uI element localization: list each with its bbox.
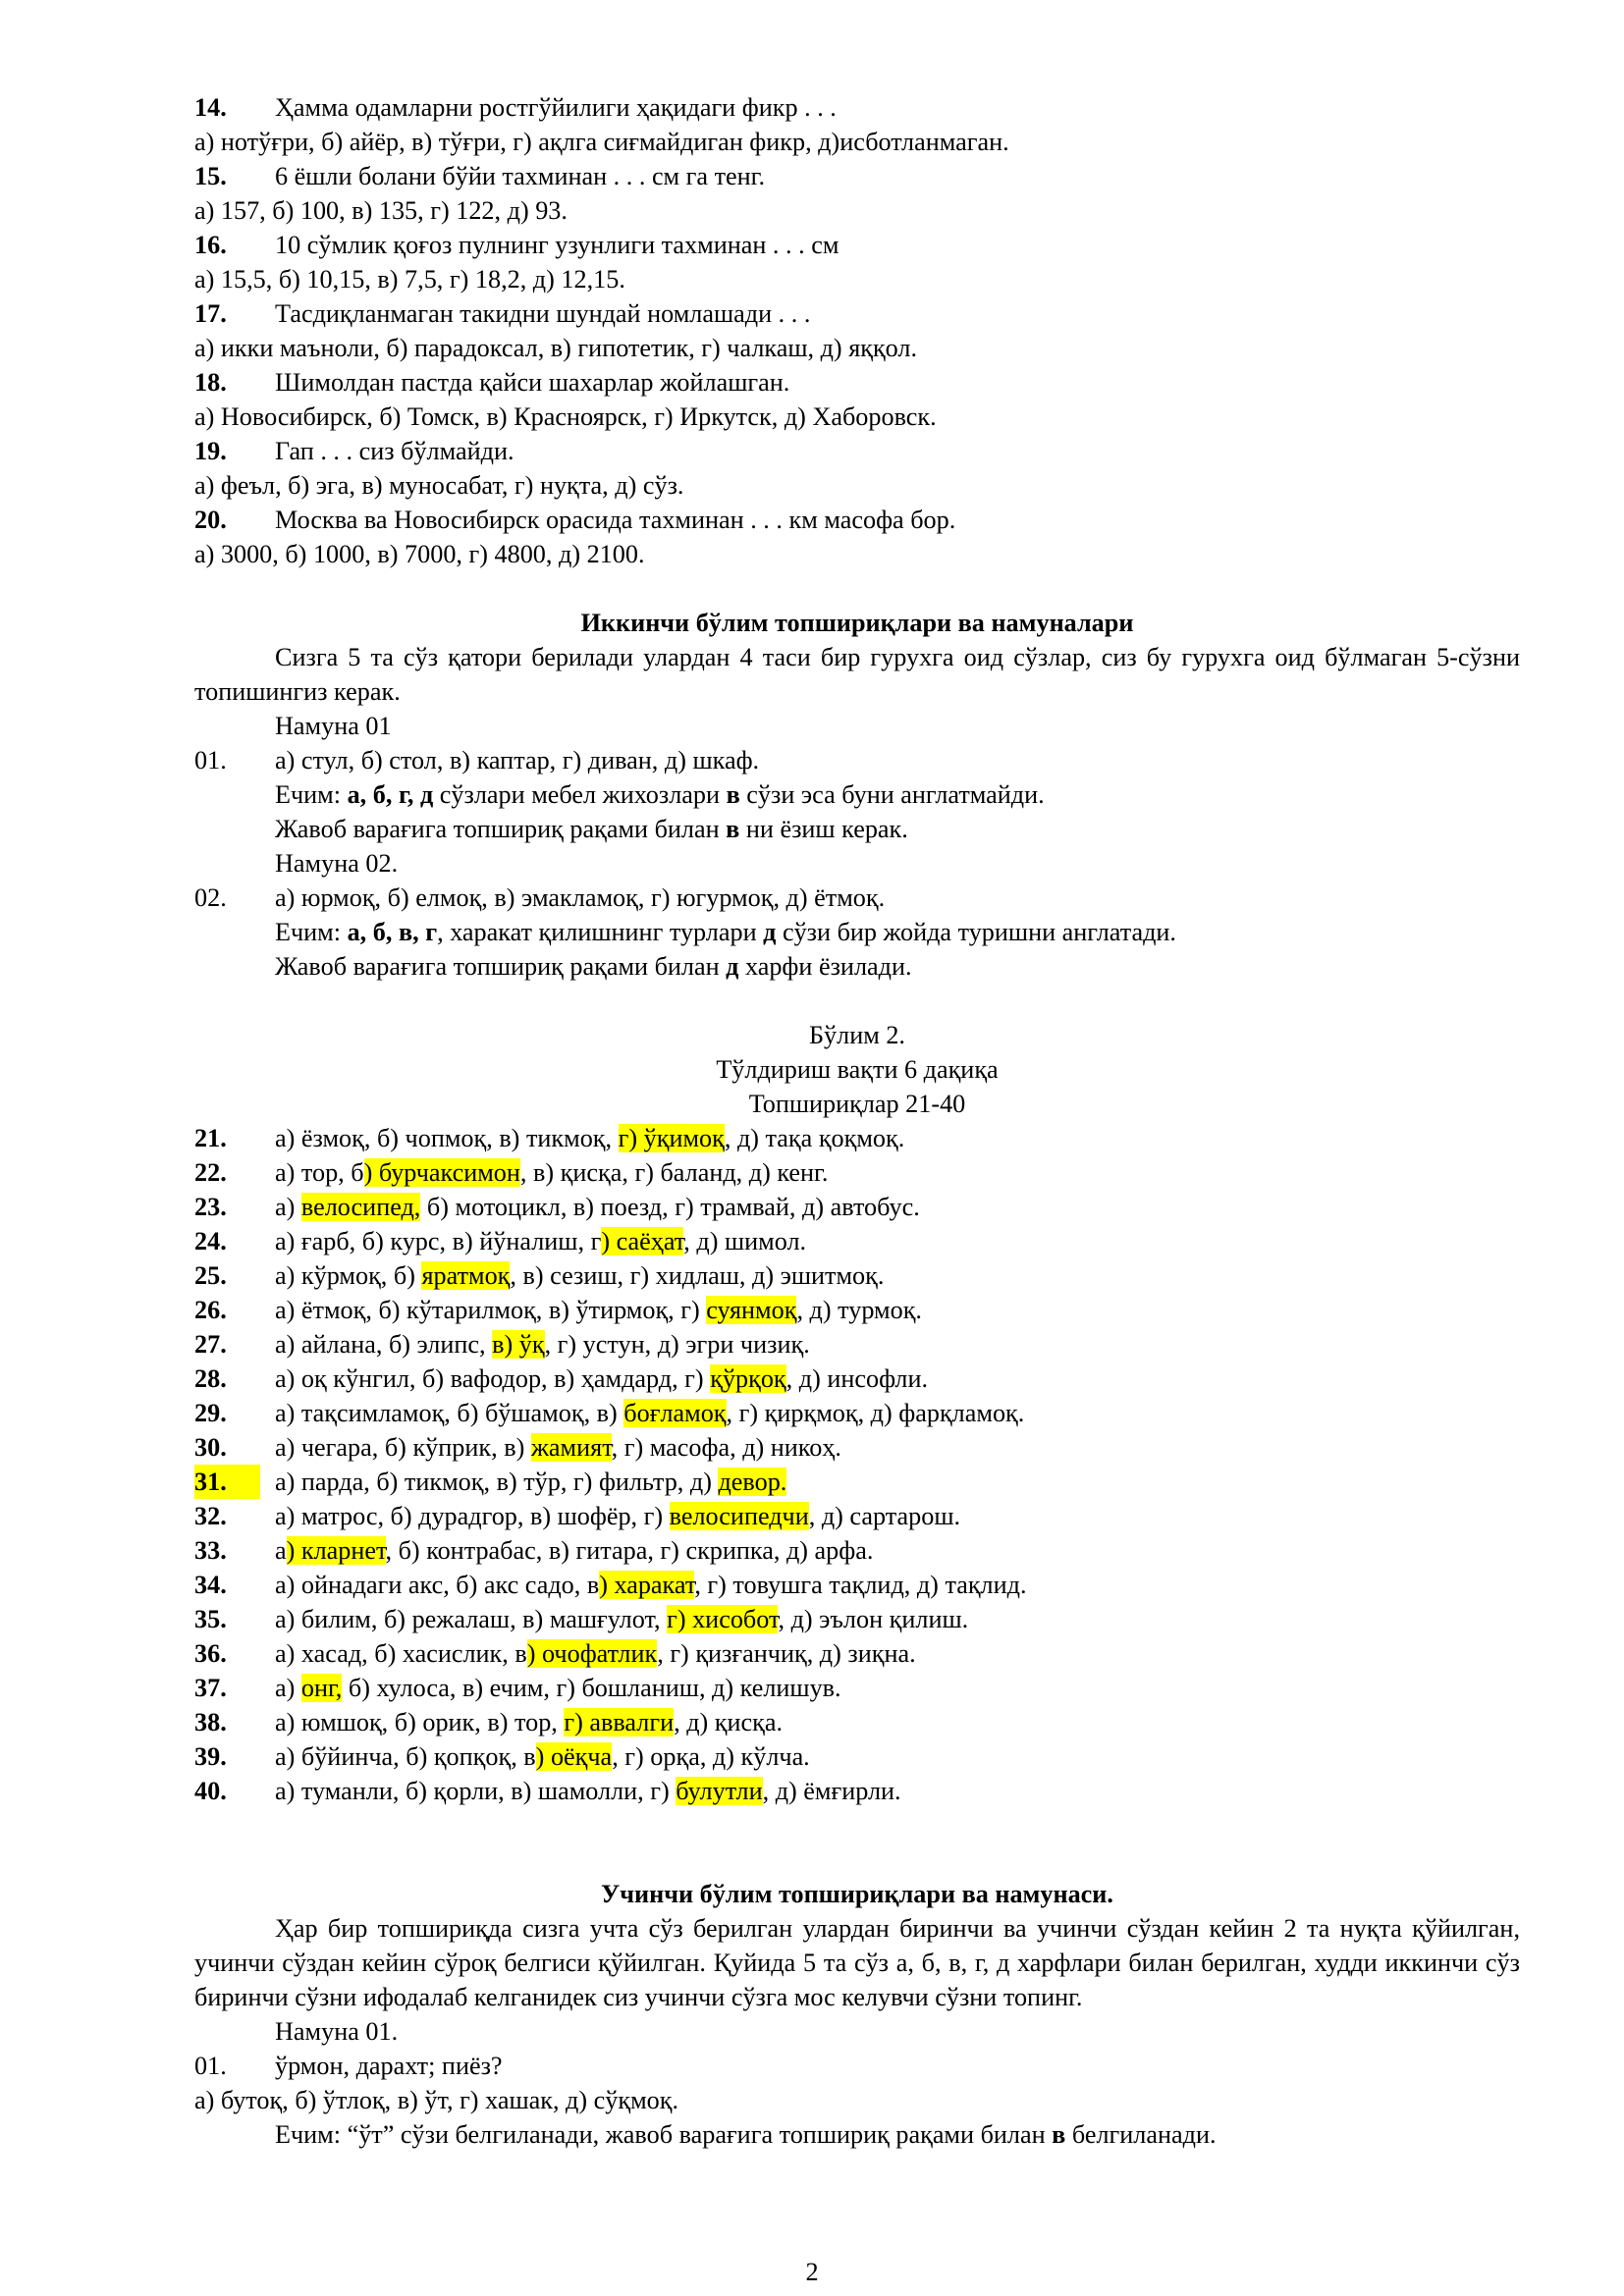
item-number: 33. xyxy=(194,1536,227,1565)
sample1-answer-note xyxy=(194,812,1520,846)
item-options-after: , г) масофа, д) никоҳ. xyxy=(611,1433,841,1462)
sample1-options: а) стул, б) стол, в) каптар, г) диван, д) шкаф. xyxy=(275,746,760,774)
item-row xyxy=(194,1602,1520,1636)
item-options-after: , д) шимол. xyxy=(683,1227,807,1255)
highlighted-answer: ) бурчаксимон xyxy=(363,1158,520,1187)
question-number: 16. xyxy=(194,231,227,259)
item-options-before: а) xyxy=(275,1193,301,1221)
answer-options: а) 157, б) 100, в) 135, г) 122, д) 93. xyxy=(194,196,568,225)
sample2-options: а) юрмоқ, б) елмоқ, в) эмакламоқ, г) югурмоқ, д) ётмоқ. xyxy=(275,883,886,912)
item-options-after: , в) қисқа, г) баланд, д) кенг. xyxy=(519,1158,829,1187)
item-row xyxy=(194,1705,1520,1739)
highlighted-answer: суянмоқ xyxy=(706,1296,797,1324)
spacer xyxy=(194,1808,1520,1877)
item-number-highlight xyxy=(231,1465,260,1499)
items-list xyxy=(194,1121,1520,1808)
sample2-label: Намуна 02. xyxy=(275,849,399,878)
question-row xyxy=(194,503,1520,537)
sample2-answer-prefix: Жавоб варағига топшириқ рақами билан xyxy=(275,952,727,981)
sample1-answer-suffix: ни ёзиш керак. xyxy=(739,815,908,843)
item-row xyxy=(194,1396,1520,1430)
highlighted-answer: девор. xyxy=(718,1468,787,1496)
item-row xyxy=(194,1258,1520,1293)
item-row xyxy=(194,1568,1520,1602)
item-number: 29. xyxy=(194,1399,227,1427)
question-text: Ҳамма одамларни ростгўйилиги ҳақидаги фикр . . . xyxy=(275,93,837,122)
item-options-before: а) матрос, б) дурадгор, в) шофёр, г) xyxy=(275,1502,670,1530)
question-number: 17. xyxy=(194,299,227,328)
item-row xyxy=(194,1190,1520,1224)
item-number: 39. xyxy=(194,1742,227,1771)
item-number: 36. xyxy=(194,1639,227,1668)
item-number: 24. xyxy=(194,1227,227,1255)
item-options-before: а) бўйинча, б) қопқоқ, в xyxy=(275,1742,536,1771)
item-row xyxy=(194,1155,1520,1190)
section3-sample-label: Намуна 01. xyxy=(275,2017,399,2046)
item-options-after: б) мотоцикл, в) поезд, г) трамвай, д) автобус. xyxy=(420,1193,920,1221)
highlighted-answer: ) кларнет xyxy=(286,1536,386,1565)
item-number: 34. xyxy=(194,1571,227,1599)
section3-intro: Ҳар бир топшириқда сизга учта сўз берилган улардан биринчи ва учинчи сўздан кейин 2 та нуқта қўйилган, учинчи сўздан кейин сўроқ белгиси қўйилган. Қуйида 5 та сўз а, б, в, г, д харфлари билан берилган, худди иккинчи сўз биринчи сўзни ифодалаб келганидек сиз учинчи сўзга мос келувчи сўзни топинг. xyxy=(194,1914,1520,2011)
sample2-solution-suffix: сўзи бир жойда туришни англатади. xyxy=(776,918,1176,946)
section3-sample-number: 01. xyxy=(194,2052,227,2080)
item-row xyxy=(194,1465,1520,1499)
section3-sample-solution xyxy=(194,2117,1520,2152)
question-number: 18. xyxy=(194,368,227,397)
question-row xyxy=(194,90,1520,125)
highlighted-answer: г) ўқимоқ xyxy=(618,1124,725,1152)
item-options-before: а) айлана, б) элипс, xyxy=(275,1330,493,1359)
question-text: Тасдиқланмаган такидни шундай номлашади . . . xyxy=(275,299,811,328)
sample1-answer-letter: в xyxy=(726,815,740,843)
sample1-answer-prefix: Жавоб варағига топшириқ рақами билан xyxy=(275,815,727,843)
document-page xyxy=(194,90,1520,2152)
item-options-before: а xyxy=(275,1536,287,1565)
question-row xyxy=(194,228,1520,262)
item-options-before: а) хасад, б) хасислик, в xyxy=(275,1639,527,1668)
question-row xyxy=(194,296,1520,331)
sample2-solution-letter: д xyxy=(763,918,777,946)
section3-sample-words: ўрмон, дарахт; пиёз? xyxy=(275,2052,503,2080)
highlighted-answer: жамият xyxy=(530,1433,612,1462)
question-text: Гап . . . сиз бўлмайди. xyxy=(275,437,514,465)
item-options-after: , д) сартарош. xyxy=(808,1502,961,1530)
sample2-answer-note xyxy=(194,949,1520,984)
highlighted-answer: в) ўқ xyxy=(492,1330,545,1359)
item-options-before: а) кўрмоқ, б) xyxy=(275,1261,422,1290)
question-row xyxy=(194,159,1520,193)
item-row xyxy=(194,1671,1520,1705)
item-options-before: а) ётмоқ, б) кўтарилмоқ, в) ўтирмоқ, г) xyxy=(275,1296,707,1324)
highlighted-answer: велосипедчи xyxy=(669,1502,809,1530)
item-options-before: а) парда, б) тикмоқ, в) тўр, г) фильтр, д) xyxy=(275,1468,719,1496)
sample2-solution xyxy=(194,915,1520,949)
question-number: 20. xyxy=(194,506,227,534)
item-number: 38. xyxy=(194,1708,227,1736)
item-options-before: а) туманли, б) қорли, в) шамолли, г) xyxy=(275,1777,677,1805)
answer-options: а) нотўғри, б) айёр, в) тўғри, г) ақлга сиғмайдиган фикр, д)исботланмаган. xyxy=(194,128,1009,156)
section3-solution-suffix: белгиланади. xyxy=(1065,2120,1217,2149)
highlighted-answer: г) аввалги xyxy=(564,1708,675,1736)
section2-intro: Сизга 5 та сўз қатори берилади улардан 4 таси бир гурухга оид сўзлар, сиз бу гурухга оид бўлмаган 5-сўзни топишингиз керак. xyxy=(194,643,1520,706)
answer-options: а) икки маъноли, б) парадоксал, в) гипотетик, г) чалкаш, д) яққол. xyxy=(194,334,918,362)
highlighted-answer: онг, xyxy=(300,1674,343,1702)
question-row xyxy=(194,434,1520,468)
item-row xyxy=(194,1739,1520,1774)
answer-options: а) 3000, б) 1000, в) 7000, г) 4800, д) 2100. xyxy=(194,540,645,568)
sample2-answer-letter: д xyxy=(726,952,739,981)
question-text: Шимолдан пастда қайси шахарлар жойлашган. xyxy=(275,368,790,397)
highlighted-answer: ) харакат xyxy=(599,1571,695,1599)
item-options-after: , д) эълон қилиш. xyxy=(778,1605,969,1633)
item-row xyxy=(194,1774,1520,1808)
item-options-after: , г) устун, д) эгри чизиқ. xyxy=(544,1330,810,1359)
highlighted-answer: ) оёқча xyxy=(535,1742,613,1771)
sample1-solution-letter: в xyxy=(726,780,740,809)
item-options-before: а) тор, б xyxy=(275,1158,364,1187)
question-text: 10 сўмлик қоғоз пулнинг узунлиги тахминан . . . см xyxy=(275,231,839,259)
item-options-after: , г) қирқмоқ, д) фарқламоқ. xyxy=(726,1399,1025,1427)
question-text: 6 ёшли болани бўйи тахминан . . . см га тенг. xyxy=(275,162,766,190)
highlighted-answer: велосипед, xyxy=(300,1193,421,1221)
spacer xyxy=(194,571,1520,606)
item-options-after: , д) инсофли. xyxy=(785,1364,929,1393)
highlighted-answer: г) хисобот xyxy=(667,1605,779,1633)
sample2-solution-letters: а, б, в, г xyxy=(347,918,438,946)
item-options-before: а) ёзмоқ, б) чопмоқ, в) тикмоқ, xyxy=(275,1124,619,1152)
item-row xyxy=(194,1121,1520,1155)
highlighted-answer: боғламоқ xyxy=(623,1399,727,1427)
item-row xyxy=(194,1430,1520,1465)
sample2-solution-mid: , харакат қилишнинг турлари xyxy=(437,918,764,946)
block2-range: Топшириқлар 21-40 xyxy=(748,1090,966,1118)
item-options-before: а) оқ кўнгил, б) вафодор, в) ҳамдард, г) xyxy=(275,1364,711,1393)
sample1-number: 01. xyxy=(194,746,227,774)
block2-time: Тўлдириш вақти 6 дақиқа xyxy=(716,1055,999,1084)
highlighted-answer: ) очофатлик xyxy=(526,1639,658,1668)
answer-options: а) феъл, б) эга, в) муносабат, г) нуқта, д) сўз. xyxy=(194,471,684,500)
question-number: 15. xyxy=(194,162,227,190)
sample1-label: Намуна 01 xyxy=(275,712,392,740)
item-row xyxy=(194,1533,1520,1568)
sample1-question xyxy=(194,743,1520,777)
highlighted-answer: ) саёҳат xyxy=(601,1227,684,1255)
item-options-after: , г) орқа, д) кўлча. xyxy=(612,1742,810,1771)
question-number: 14. xyxy=(194,93,227,122)
item-number: 35. xyxy=(194,1605,227,1633)
sample1-solution-mid: сўзлари мебел жихозлари xyxy=(433,780,727,809)
item-row xyxy=(194,1224,1520,1258)
item-number: 28. xyxy=(194,1364,227,1393)
item-number: 40. xyxy=(194,1777,227,1805)
item-row xyxy=(194,1636,1520,1671)
item-number: 23. xyxy=(194,1193,227,1221)
spacer xyxy=(194,984,1520,1018)
question-text: Москва ва Новосибирск орасида тахминан . . . км масофа бор. xyxy=(275,506,956,534)
part1-questions xyxy=(194,90,1520,571)
item-number: 30. xyxy=(194,1433,227,1462)
sample2-question xyxy=(194,881,1520,915)
item-number: 37. xyxy=(194,1674,227,1702)
item-options-before: а) чегара, б) кўприк, в) xyxy=(275,1433,531,1462)
item-options-after: , д) турмоқ. xyxy=(796,1296,922,1324)
section2-title: Иккинчи бўлим топшириқлари ва намуналари xyxy=(580,609,1134,637)
item-options-after: , д) қисқа. xyxy=(674,1708,784,1736)
item-row xyxy=(194,1293,1520,1327)
item-options-after: , г) қизғанчиқ, д) зиқна. xyxy=(657,1639,916,1668)
item-row xyxy=(194,1362,1520,1396)
item-options-after: , б) контрабас, в) гитара, г) скрипка, д) арфа. xyxy=(385,1536,874,1565)
item-options-after: , д) ёмғирли. xyxy=(762,1777,901,1805)
sample1-solution xyxy=(194,777,1520,812)
question-row xyxy=(194,365,1520,400)
item-options-before: а) билим, б) режалаш, в) машғулот, xyxy=(275,1605,668,1633)
highlighted-answer: яратмоқ xyxy=(421,1261,511,1290)
item-options-before: а) юмшоқ, б) орик, в) тор, xyxy=(275,1708,565,1736)
item-row xyxy=(194,1327,1520,1362)
item-number: 27. xyxy=(194,1330,227,1359)
highlighted-answer: булутли xyxy=(676,1777,763,1805)
sample1-solution-suffix: сўзи эса буни англатмайди. xyxy=(739,780,1045,809)
question-number: 19. xyxy=(194,437,227,465)
block2-title: Бўлим 2. xyxy=(809,1021,905,1049)
item-number: 22. xyxy=(194,1158,227,1187)
item-number: 21. xyxy=(194,1124,227,1152)
sample1-solution-letters: а, б, г, д xyxy=(347,780,434,809)
item-options-before: а) ғарб, б) курс, в) йўналиш, г xyxy=(275,1227,602,1255)
item-options-after: , д) тақа қоқмоқ. xyxy=(724,1124,905,1152)
item-row xyxy=(194,1499,1520,1533)
highlighted-answer: қўрқоқ xyxy=(710,1364,786,1393)
item-number: 25. xyxy=(194,1261,227,1290)
section3-solution-prefix: Ечим: “ўт” сўзи белгиланади, жавоб варағига топшириқ рақами билан xyxy=(275,2120,1053,2149)
section3-sample-question xyxy=(194,2049,1520,2083)
item-options-after: , г) товушга тақлид, д) тақлид. xyxy=(694,1571,1027,1599)
answer-options: а) 15,5, б) 10,15, в) 7,5, г) 18,2, д) 12,15. xyxy=(194,265,625,294)
item-options-before: а) тақсимламоқ, б) бўшамоқ, в) xyxy=(275,1399,624,1427)
item-options-before: а) ойнадаги акс, б) акс садо, в xyxy=(275,1571,600,1599)
item-number: 31. xyxy=(194,1465,231,1499)
section3-title: Учинчи бўлим топшириқлари ва намунаси. xyxy=(601,1880,1113,1908)
sample2-answer-suffix: харфи ёзилади. xyxy=(738,952,912,981)
sample2-solution-prefix: Ечим: xyxy=(275,918,348,946)
sample2-number: 02. xyxy=(194,883,227,912)
item-number: 32. xyxy=(194,1502,227,1530)
item-number: 26. xyxy=(194,1296,227,1324)
item-options-after: б) хулоса, в) ечим, г) бошланиш, д) келишув. xyxy=(342,1674,841,1702)
section3-solution-letter: в xyxy=(1052,2120,1066,2149)
item-options-after: , в) сезиш, г) хидлаш, д) эшитмоқ. xyxy=(510,1261,885,1290)
section3-sample-options: а) бутоқ, б) ўтлоқ, в) ўт, г) хашак, д) сўқмоқ. xyxy=(194,2086,679,2114)
answer-options: а) Новосибирск, б) Томск, в) Красноярск, г) Иркутск, д) Хаборовск. xyxy=(194,402,937,431)
item-options-before: а) xyxy=(275,1674,301,1702)
page-number: 2 xyxy=(805,2258,819,2286)
sample1-solution-prefix: Ечим: xyxy=(275,780,348,809)
